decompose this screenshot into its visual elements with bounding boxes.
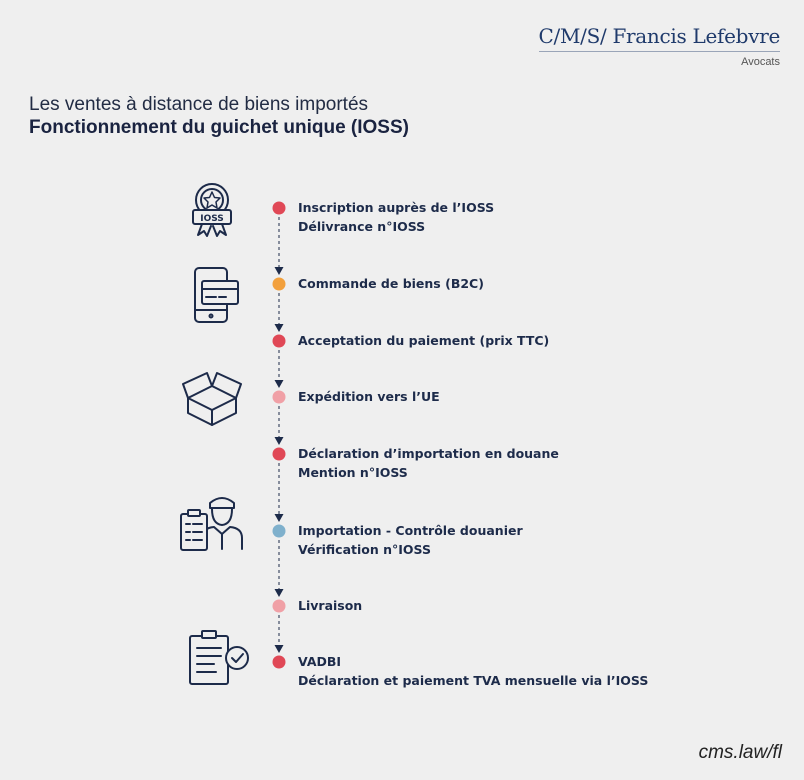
logo-subtitle: Avocats [741,56,780,68]
phone-card-icon [195,268,238,322]
step-1-registration [298,198,494,236]
step-7-delivery [298,596,362,615]
step-7-title: Livraison [298,598,363,613]
page-subtitle: Les ventes à distance de biens importés [29,94,369,115]
connector-arrow-5 [275,514,284,522]
step-3-dot [273,335,286,348]
step-1-dot [273,202,286,215]
step-1-detail: Délivrance n°IOSS [298,219,426,234]
step-2-title: Commande de biens (B2C) [298,276,484,291]
connector-arrow-2 [275,324,284,332]
step-7-dot [273,600,286,613]
step-4-title: Expédition vers l’UE [298,389,440,404]
connector-arrow-6 [275,589,284,597]
step-8-dot [273,656,286,669]
step-8-detail: Déclaration et paiement TVA mensuelle via l’IOSS [298,673,649,688]
page-title: Fonctionnement du guichet unique (IOSS) [29,117,409,138]
step-6-detail: Vérification n°IOSS [298,542,431,557]
logo-brand: C/M/S/ Francis Lefebvre [538,24,780,48]
step-3-payment [298,331,549,350]
clipboard-check-icon [190,631,248,684]
connector-arrow-4 [275,437,284,445]
step-6-customs-control [298,521,523,559]
connector-arrow-1 [275,267,284,275]
step-5-title: Déclaration d’importation en douane [298,446,559,461]
ioss-badge-icon [193,184,231,236]
step-8-vadbi [298,652,648,690]
connector-arrow-3 [275,380,284,388]
step-3-title: Acceptation du paiement (prix TTC) [298,333,550,348]
step-2-dot [273,278,286,291]
step-6-dot [273,525,286,538]
step-4-dot [273,391,286,404]
step-8-title: VADBI [298,654,342,669]
step-1-title: Inscription auprès de l’IOSS [298,200,495,215]
customs-officer-icon [181,498,242,550]
step-5-detail: Mention n°IOSS [298,465,408,480]
box-icon [183,373,241,425]
step-5-dot [273,448,286,461]
step-6-title: Importation - Contrôle douanier [298,523,523,538]
step-4-shipping [298,387,440,406]
step-5-import-declaration [298,444,559,482]
step-2-order [298,274,484,293]
connector-arrow-7 [275,645,284,653]
ioss-badge-label: IOSS [200,214,224,224]
footer-url: cms.law/fl [698,742,782,763]
